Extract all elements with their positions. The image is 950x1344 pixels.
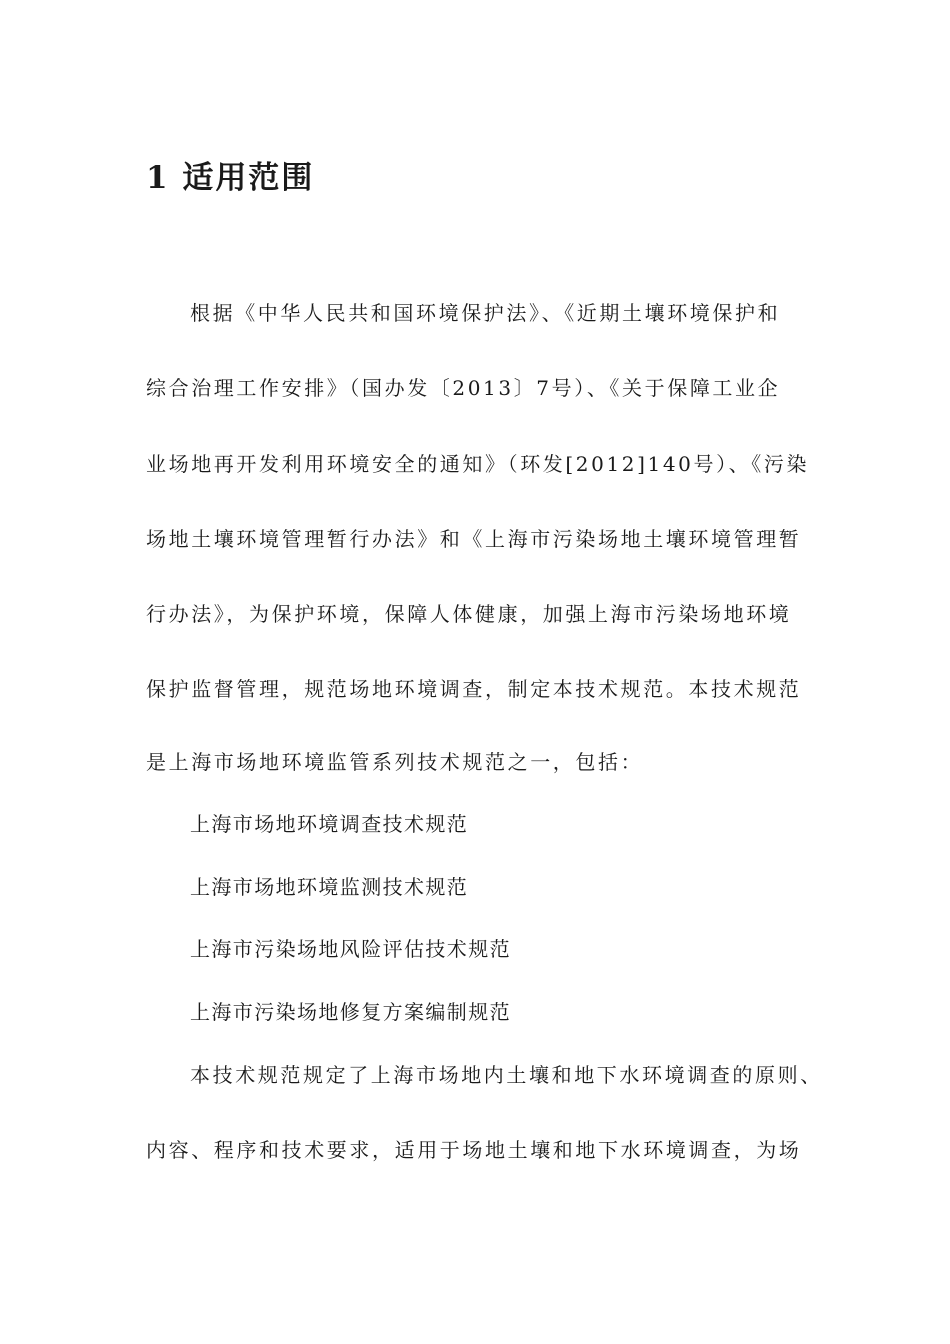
paragraph-line: 本技术规范规定了上海市场地内土壤和地下水环境调查的原则、 [190, 1063, 823, 1087]
paragraph-line: 根据《中华人民共和国环境保护法》、《近期土壤环境保护和 [190, 301, 781, 325]
paragraph-line: 保护监督管理，规范场地环境调查，制定本技术规范。本技术规范 [146, 677, 802, 701]
paragraph-line: 业场地再开发利用环境安全的通知》（环发[2012]140号）、《污染 [146, 452, 810, 476]
paragraph-line: 是上海市场地环境监管系列技术规范之一，包括： [146, 750, 644, 774]
paragraph-line: 综合治理工作安排》（国办发〔2013〕7号）、《关于保障工业企 [146, 376, 781, 400]
section-heading: 1 适用范围 [146, 160, 315, 196]
paragraph-line: 内容、程序和技术要求，适用于场地土壤和地下水环境调查，为场 [146, 1138, 802, 1162]
paragraph-line: 行办法》，为保护环境，保障人体健康，加强上海市污染场地环境 [146, 602, 792, 626]
list-item: 上海市场地环境调查技术规范 [190, 812, 469, 836]
list-item: 上海市场地环境监测技术规范 [190, 875, 469, 899]
list-item: 上海市污染场地风险评估技术规范 [190, 937, 511, 961]
paragraph-line: 场地土壤环境管理暂行办法》和《上海市污染场地土壤环境管理暂 [146, 527, 802, 551]
list-item: 上海市污染场地修复方案编制规范 [190, 1000, 511, 1024]
